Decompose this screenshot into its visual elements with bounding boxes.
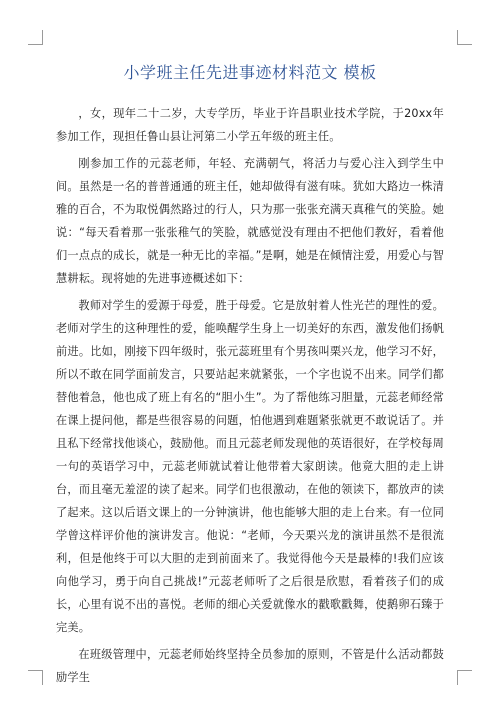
paragraph-intro: ，女，现年二十二岁，大专学历，毕业于许昌职业技术学院，于20xx年参加工作，现担任鲁山县让河第二小学五年级的班主任。: [56, 107, 444, 143]
crop-mark-top-left: [28, 30, 43, 45]
paragraph-4: 在班级管理中，元蕊老师始终坚持全员参加的原则，不管是什么活动都鼓励学生: [56, 648, 444, 684]
document-page: [56, 62, 444, 693]
crop-mark-bottom-left: [28, 670, 43, 685]
crop-mark-top-right: [457, 30, 472, 45]
paragraph-2: 刚参加工作的元蕊老师，年轻、充满朝气，将活力与爱心注入到学生中间。虽然是一名的普普通通的班主任，她却做得有滋有味。犹如大路边一株清雅的百合，不为取悦偶然路过的行人，只为那一张张充满天真稚气的笑脸。她说：“每天看着那一张张稚气的笑脸，就感觉没有理由不把他们教好，看着他们一点点的成长，就是一种无比的幸福。”是啊，她是在倾情注爱，用爱心与智慧耕耘。现将她的先进事迹概述如下：: [56, 157, 444, 285]
crop-mark-bottom-right: [457, 670, 472, 685]
document-title: 小学班主任先进事迹材料范文 模板: [123, 63, 377, 82]
paragraph-3: 教师对学生的爱源于母爱，胜于母爱。它是放射着人性光芒的理性的爱。老师对学生的这种理性的爱，能唤醒学生身上一切美好的东西，激发他们扬帆前进。比如，刚接下四年级时，张元蕊班里有个男孩叫栗兴龙，他学习不好，所以不敢在同学面前发言，只要站起来就紧张，一个字也说不出来。同学们都替他着急，他也成了班上有名的“胆小生”。为了帮他练习胆量，元蕊老师经常在课上提问他，都是些很容易的问题，怕他遇到难题紧张就更不敢说话了。并且私下经常找他谈心，鼓励他。而且元蕊老师发现他的英语很好，在学校每周一句的英语学习中，元蕊老师就试着让他带着大家朗读。他竟大胆的走上讲台，而且毫无羞涩的读了起来。同学们也很激动，在他的领读下，都放声的读了起来。这以后语文课上的一分钟演讲，他也能够大胆的走上台来。有一位同学曾这样评价他的演讲发言。他说：“老师，今天栗兴龙的演讲虽然不是很流利，但是他终于可以大胆的走到前面来了。我觉得他今天是最棒的!我们应该向他学习，勇于向自己挑战!”元蕊老师听了之后很是欣慰，看着孩子们的成长，心里有说不出的喜悦。老师的细心关爱就像水的戳歌戳舞，使鹅卵石臻于完美。: [56, 299, 444, 634]
